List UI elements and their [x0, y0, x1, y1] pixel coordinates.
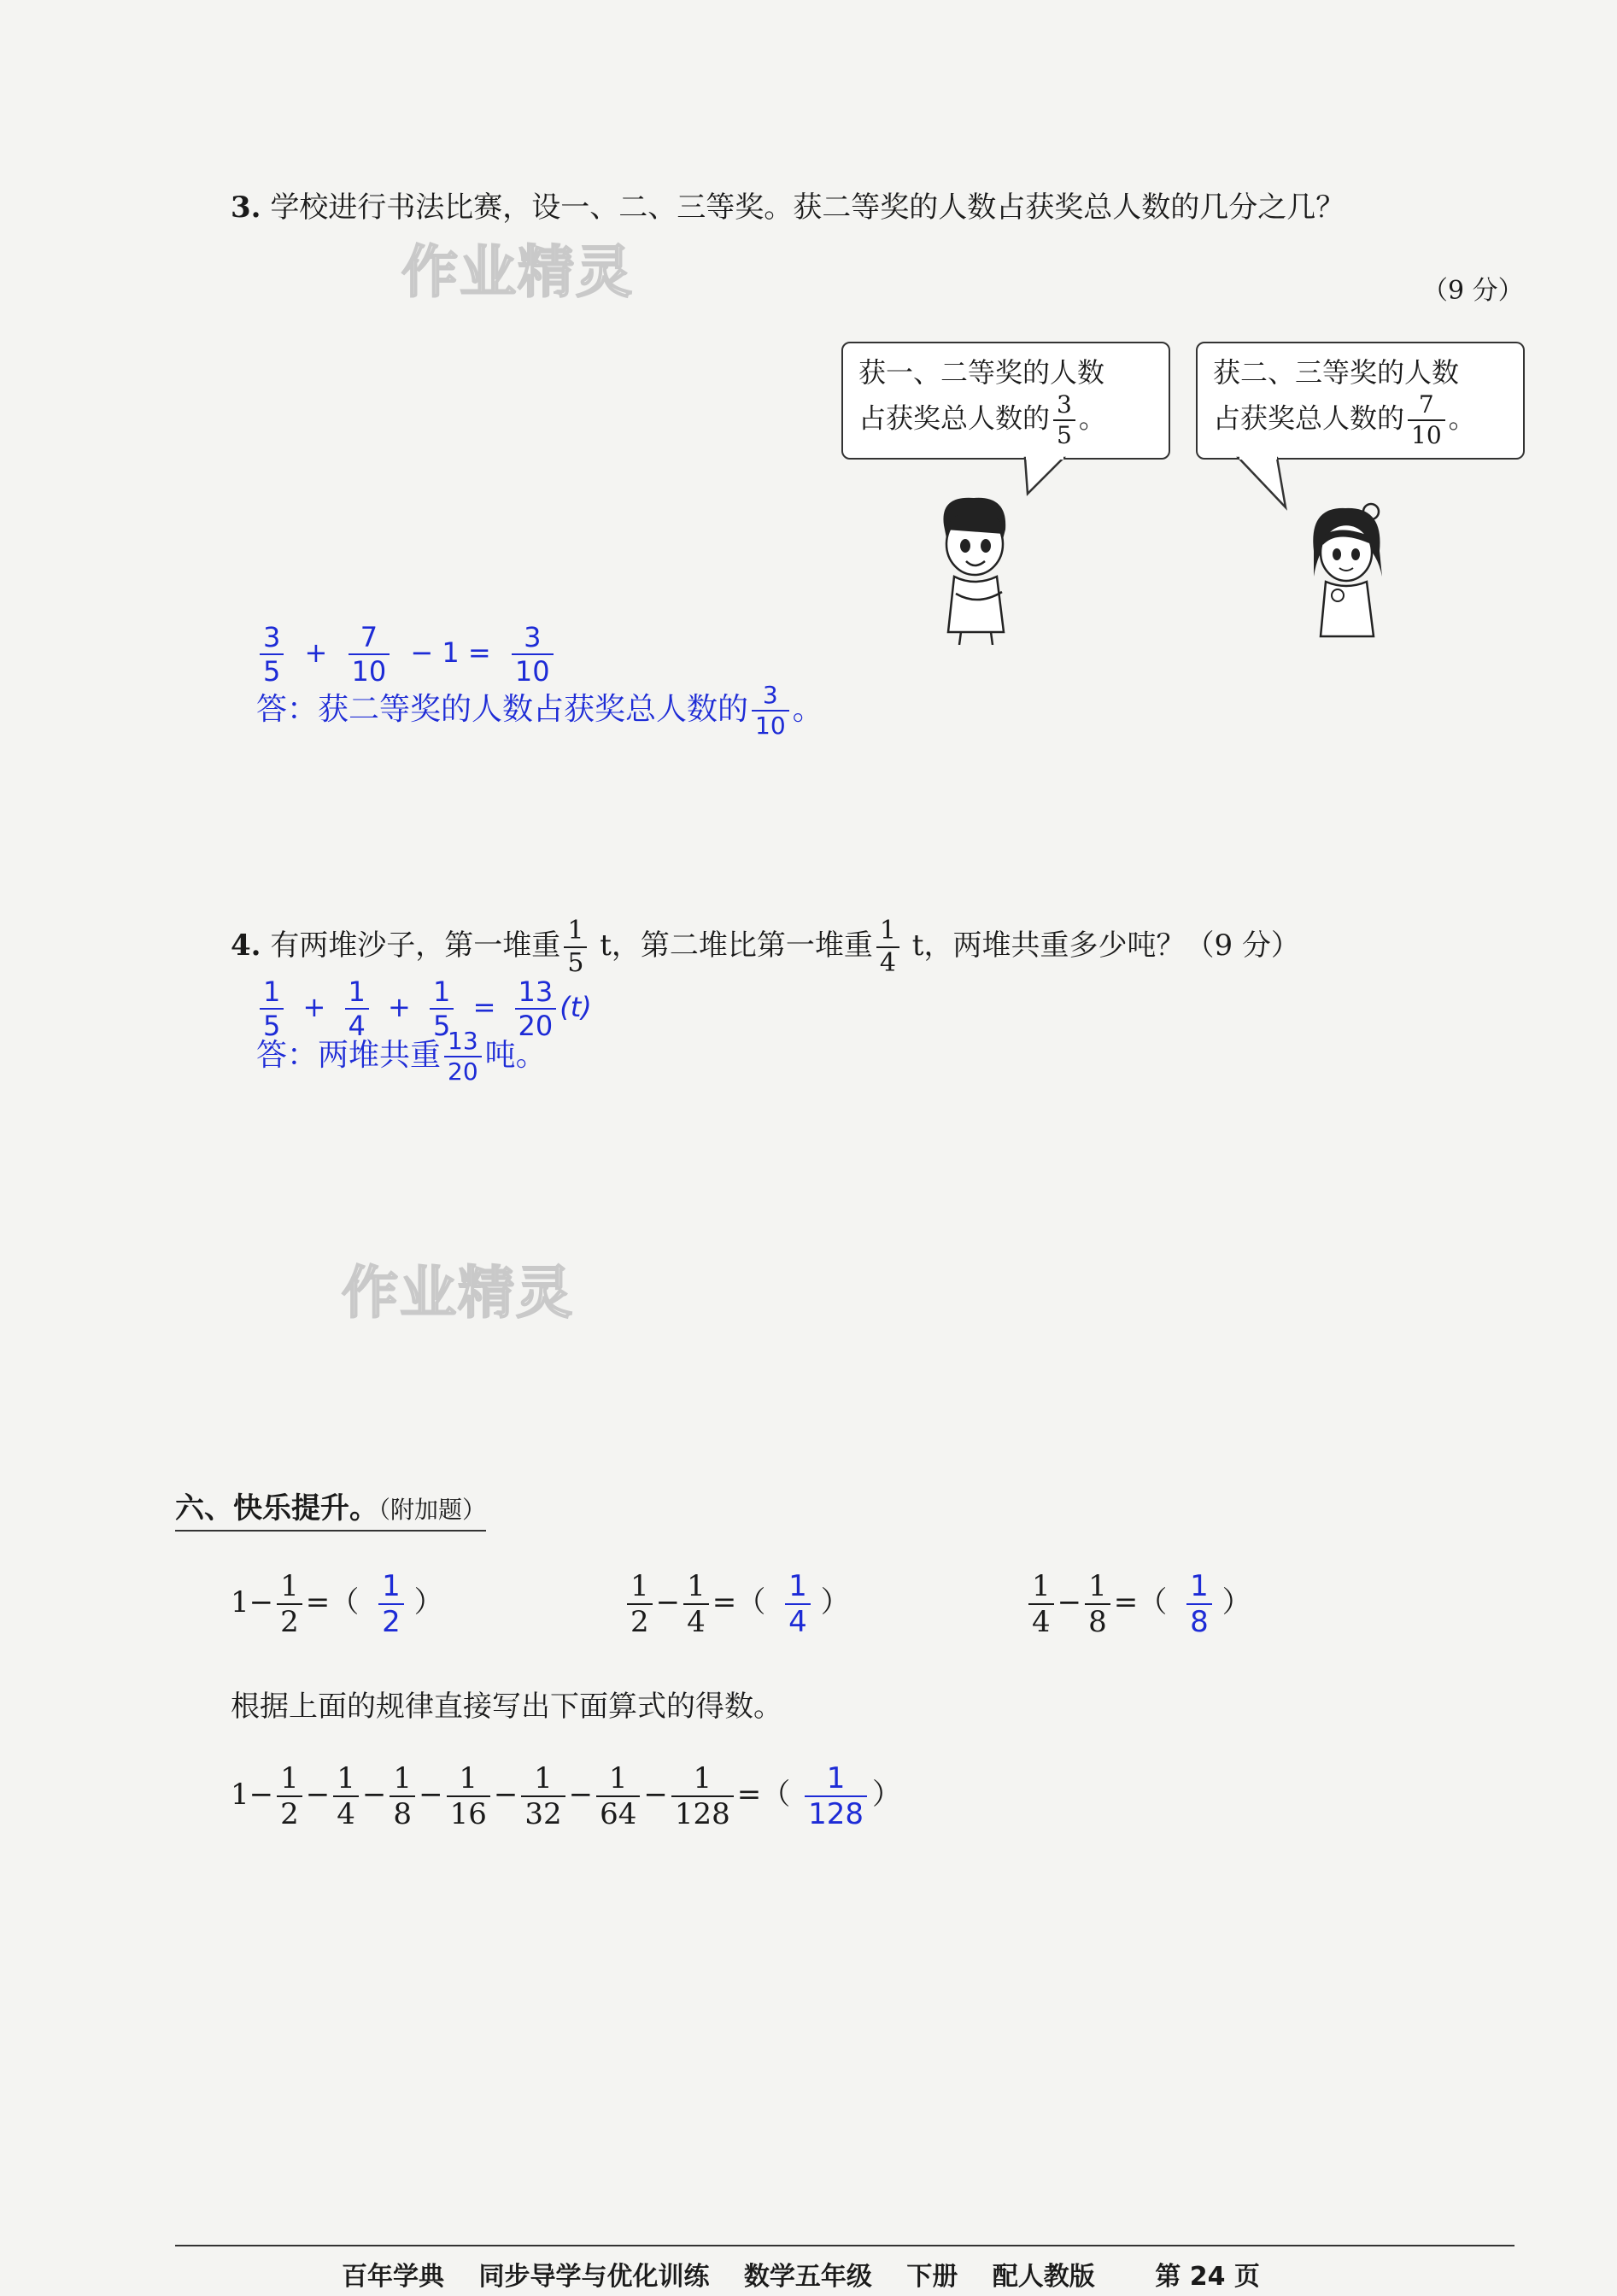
expr-2: $\frac{1}{2}$ − $\frac{1}{4}$ =（ $\frac{1}{4}$ ）: [624, 1572, 850, 1637]
minus-sign: −: [361, 1778, 387, 1812]
minus-sign: −: [419, 1778, 443, 1812]
minus-sign: −: [643, 1778, 668, 1812]
footer-edition: 配人教版: [992, 2262, 1095, 2292]
expr-1: 1− $\frac{1}{2}$ =（ $\frac{1}{2}$ ）: [231, 1569, 443, 1639]
q3-question: [231, 184, 1345, 226]
q3-answer-text: 答：获二等奖的人数占获奖总人数的 $\frac{3}{10}$ 。: [256, 681, 823, 740]
fraction: $\frac{1}{32}$: [521, 1764, 565, 1829]
bubble-boy-line1: 获一、二等奖的人数: [858, 356, 1105, 389]
answer-fraction: $\frac{1}{2}$: [378, 1572, 404, 1637]
q4-question: 4. 有两堆沙子，第一堆重 $\frac{1}{5}$ t，第二堆比第一堆重 $\frac{1}{4}$ t，两堆共重多少吨？（9 分）: [231, 916, 1300, 978]
footer-brand: 百年学典: [342, 2262, 444, 2292]
section6-hint: （附加题）: [378, 1496, 487, 1524]
minus-sign: −: [249, 1778, 274, 1812]
fraction: $\frac{3}{5}$: [1053, 393, 1075, 448]
fraction: $\frac{1}{2}$: [277, 1764, 302, 1829]
expr-3: $\frac{1}{4}$ − $\frac{1}{8}$ =（ $\frac{1}{8}$ ）: [1025, 1572, 1251, 1637]
fraction: $\frac{1}{4}$: [876, 918, 899, 976]
fraction: $\frac{1}{5}$: [260, 978, 284, 1040]
footer-volume: 下册: [906, 2262, 958, 2292]
boy-illustration: [927, 491, 1021, 645]
fraction: $\frac{1}{5}$: [430, 978, 454, 1040]
fraction: $\frac{7}{10}$: [349, 624, 390, 685]
fraction: $\frac{1}{4}$: [683, 1572, 709, 1637]
minus-sign: −: [568, 1778, 594, 1812]
q4-number: 4.: [231, 928, 261, 963]
minus-sign: −: [305, 1778, 331, 1812]
fraction: $\frac{1}{2}$: [627, 1572, 653, 1637]
fraction: $\frac{1}{128}$: [671, 1764, 734, 1829]
bubble-girl-line1: 获二、三等奖的人数: [1213, 356, 1460, 389]
q3-text: 学校进行书法比赛，设一、二、三等奖。获二等奖的人数占获奖总人数的几分之几？: [270, 190, 1345, 225]
q3-score: （9 分）: [1422, 276, 1524, 306]
footer-page: 第 24 页: [1155, 2262, 1260, 2292]
fraction: $\frac{13}{20}$: [444, 1029, 482, 1084]
fraction: $\frac{3}{10}$: [512, 624, 554, 685]
footer-series: 同步导学与优化训练: [478, 2262, 710, 2292]
q3-answer-equation: $\frac{3}{5}$ + $\frac{7}{10}$ − 1 = $\frac{3}{10}$: [256, 624, 557, 685]
bubble-tail-girl: [1230, 454, 1298, 514]
fraction: $\frac{1}{4}$: [333, 1764, 359, 1829]
fraction: $\frac{1}{8}$: [1085, 1572, 1110, 1637]
speech-bubble-boy: [841, 342, 1170, 460]
fraction: $\frac{3}{5}$: [260, 624, 284, 685]
fraction: $\frac{1}{2}$: [277, 1572, 302, 1637]
answer-fraction: $\frac{1}{4}$: [785, 1572, 811, 1637]
answer-fraction: $\frac{1}{128}$: [805, 1764, 867, 1829]
fraction: $\frac{1}{5}$: [564, 918, 587, 976]
q3-number: 3.: [231, 190, 261, 225]
bubble-girl-line2: 占获奖总人数的 $\frac{7}{10}$ 。: [1213, 390, 1476, 449]
footer: [342, 2255, 1260, 2293]
long-expression: 1− $\frac{1}{2}$ − $\frac{1}{4}$ − $\frac{1}{8}$ − $\frac{1}{16}$ − $\frac{1}{32}$ − $\frac{1}{64}$ − $\frac{1}{128}$ =（ $\frac{1}{128}$ ）: [231, 1761, 901, 1831]
fraction: $\frac{13}{20}$: [515, 978, 557, 1040]
footer-rule: [175, 2245, 1514, 2246]
answer-fraction: $\frac{1}{8}$: [1186, 1572, 1212, 1637]
bubble-tail-boy: [1021, 454, 1072, 497]
fraction: $\frac{3}{10}$: [752, 683, 789, 738]
footer-subject: 数学五年级: [743, 2262, 872, 2292]
fraction: $\frac{1}{4}$: [1028, 1572, 1054, 1637]
girl-illustration: [1298, 500, 1392, 645]
speech-bubble-girl: [1196, 342, 1525, 460]
watermark: 作业精灵: [342, 1260, 574, 1326]
section6-header: [175, 1485, 486, 1532]
watermark: 作业精灵: [401, 239, 634, 305]
section6-instruction: 根据上面的规律直接写出下面算式的得数。: [231, 1690, 782, 1724]
fraction: $\frac{1}{16}$: [447, 1764, 490, 1829]
section6-title: 六、快乐提升。: [175, 1491, 378, 1526]
minus-sign: −: [493, 1778, 518, 1812]
q4-answer-text: 答：两堆共重 $\frac{13}{20}$ 吨。: [256, 1027, 547, 1086]
fraction: $\frac{7}{10}$: [1408, 393, 1445, 448]
bubble-boy-line2: 占获奖总人数的 $\frac{3}{5}$ 。: [858, 390, 1106, 449]
fraction: $\frac{1}{64}$: [596, 1764, 640, 1829]
q4-answer-equation: $\frac{1}{5}$ + $\frac{1}{4}$ + $\frac{1}{5}$ = $\frac{13}{20}$ (t): [256, 978, 592, 1040]
fraction: $\frac{1}{8}$: [390, 1764, 415, 1829]
fraction: $\frac{1}{4}$: [345, 978, 369, 1040]
